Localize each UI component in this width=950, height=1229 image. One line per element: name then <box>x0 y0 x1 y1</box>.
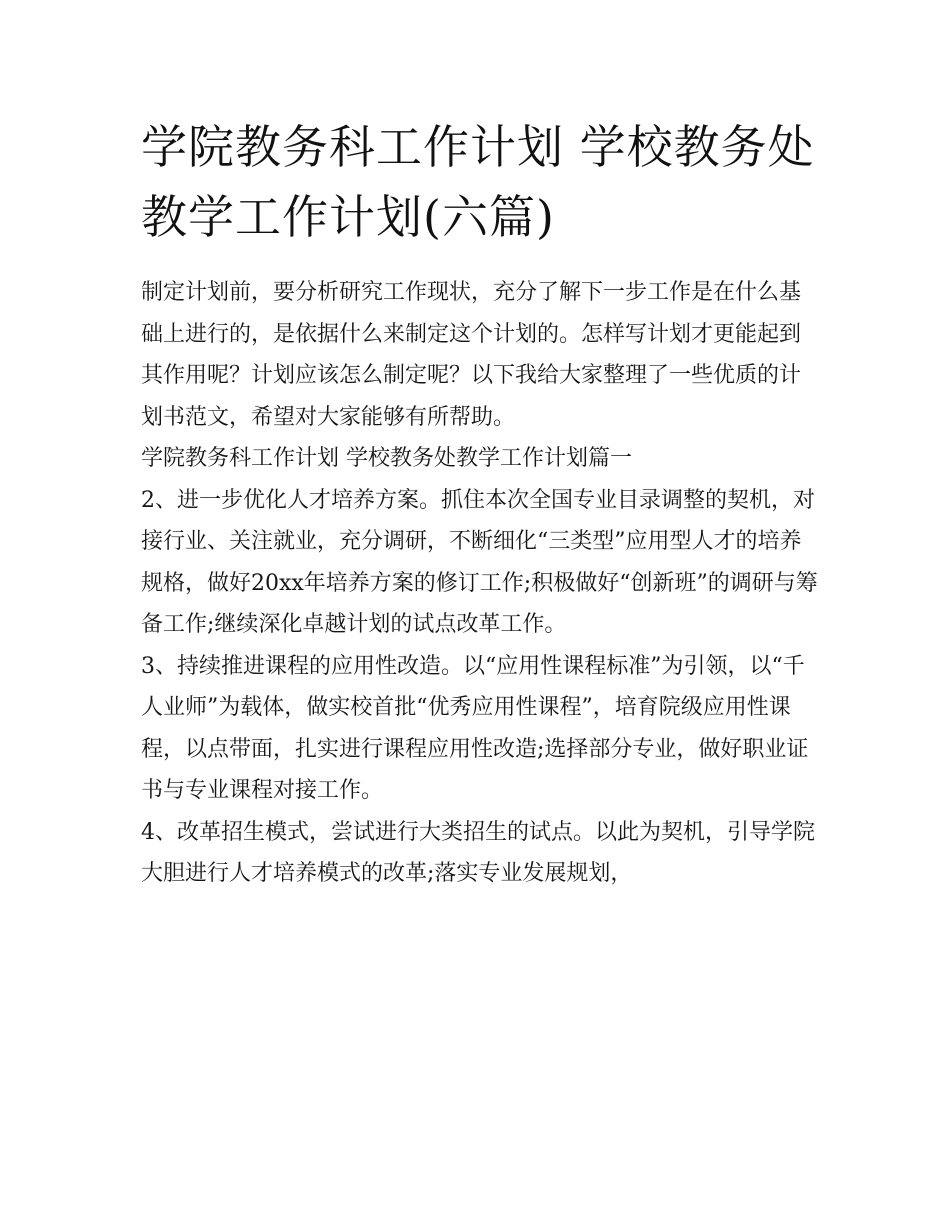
document-title: 学院教务科工作计划 学校教务处教学工作计划(六篇) <box>141 120 815 244</box>
list-item-3: 3、持续推进课程的应用性改造。以“应用性课程标准”为引领，以“千人业师”为载体，做实校首批“优秀应用性课程”，培育院级应用性课程，以点带面，扎实进行课程应用性改造;选择部分专业，做好职业证书与专业课程对接工作。 <box>141 653 809 803</box>
document-body <box>141 272 821 895</box>
document-page <box>141 112 821 895</box>
intro-paragraph: 制定计划前，要分析研究工作现状，充分了解下一步工作是在什么基础上进行的，是依据什么来制定这个计划的。怎样写计划才更能起到其作用呢？计划应该怎么制定呢？以下我给大家整理了一些优质的计划书范文，希望对大家能够有所帮助。 <box>141 280 802 430</box>
list-item-4: 4、改革招生模式，尝试进行大类招生的试点。以此为契机，引导学院大胆进行人才培养模式的改革;落实专业发展规划， <box>141 819 815 886</box>
list-item-2: 2、进一步优化人才培养方案。抓住本次全国专业目录调整的契机，对接行业、关注就业，充分调研，不断细化“三类型”应用型人才的培养规格，做好20xx年培养方案的修订工作;积极做好“创新班”的调研与筹备工作;继续深化卓越计划的试点改革工作。 <box>141 487 818 637</box>
section-heading: 学院教务科工作计划 学校教务处教学工作计划篇一 <box>141 446 632 471</box>
